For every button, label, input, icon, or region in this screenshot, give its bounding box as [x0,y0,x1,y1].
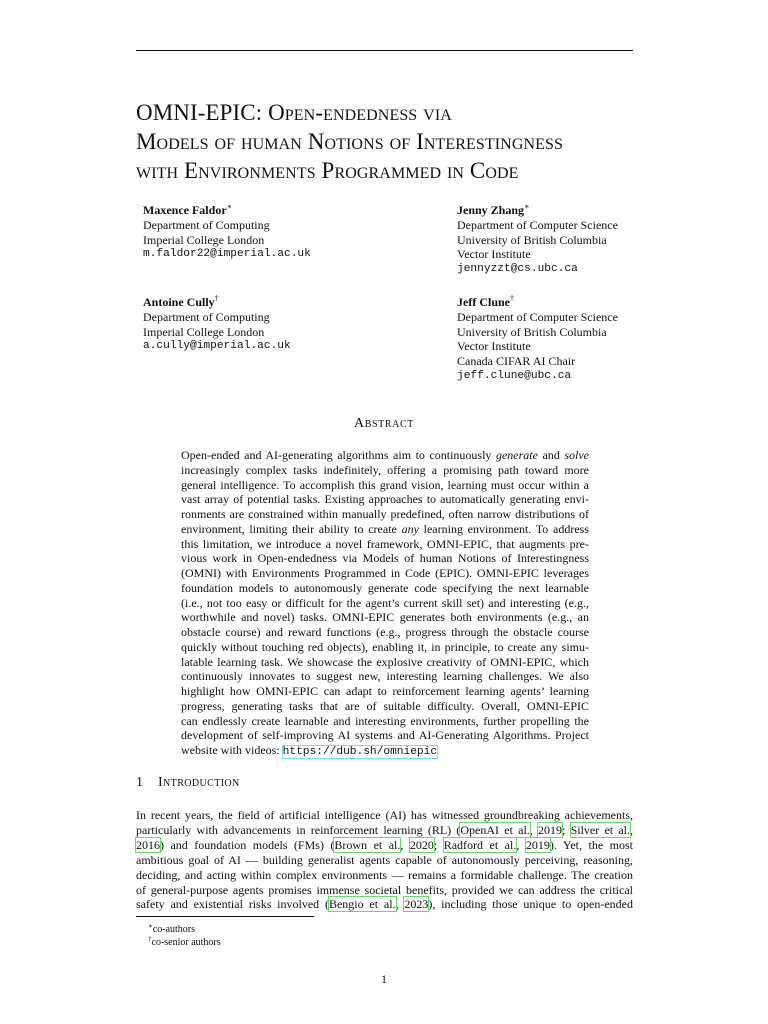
author-email[interactable]: m.faldor22@imperial.ac.uk [143,248,311,261]
section-number: 1 [136,775,143,790]
author-block-cully [143,292,291,354]
citation-link[interactable]: Silver et al. [570,822,630,837]
section-heading-introduction [136,775,240,791]
abstract-line: (i.e., not too easy or difficult for the agent’s current skill set) and interesting (e.g., [181,595,589,610]
abstract-line: progress, generating tasks that are of suitable difficulty. Overall, OMNI-EPIC [181,698,589,713]
abstract-line: highlight how OMNI-EPIC can adapt to reinforcement learning agents’ learning [181,684,589,698]
abstract-line: environment, limiting their ability to create any learning environment. To address [181,521,589,536]
affiliation-line: Canada CIFAR AI Chair [457,354,576,369]
abstract-heading: Abstract [354,416,414,431]
abstract-line: this limitation, we introduce a novel framework, OMNI-EPIC, that augments pre- [181,536,589,551]
citation-link[interactable]: 2020 [409,837,434,852]
citation-link[interactable]: 2019 [525,837,550,852]
abstract-line: development of self-improving AI systems and AI-Generating Algorithms. Project [181,728,589,743]
abstract-line: latable learning task. We showcase the explosive creativity of OMNI-EPIC, which [181,654,589,669]
abstract-line: vast array of potential tasks. Existing approaches to automatically generating envi- [181,492,589,507]
citation-link[interactable]: 2019 [538,822,563,837]
affiliation-line: University of British Columbia [457,232,607,247]
abstract-line: foundation models to autonomously generate code specifying the next learnable [181,580,589,595]
intro-line: ambitious goal of AI — building generalist agents capable of autonomously perceiving, reasoning, [136,852,633,867]
abstract-line: worthwhile and novel) tasks. OMNI-EPIC generates both environments (e.g., an [181,610,589,625]
author-name: Jenny Zhang∗ [457,202,530,217]
citation-link[interactable]: 2016 [136,837,160,852]
paper-title [136,98,656,185]
author-name: Maxence Faldor∗ [143,202,233,217]
intro-line: particularly with advancements in reinforcement learning (RL) (OpenAI et al., 2019; Silver et al., [136,822,633,837]
author-email[interactable]: jennyzzt@cs.ubc.ca [457,263,578,276]
affiliation-line: Department of Computer Science [457,309,618,324]
author-email[interactable]: jeff.clune@ubc.ca [457,369,572,382]
abstract-line: ronments are constrained within manually predefined, often narrow distributions of [181,507,589,521]
intro-line: safety and existential risks involved (Bengio et al., 2023), including those unique to open-ended [136,897,634,912]
intro-line: of general-purpose agents promises immense societal benefits, provided we can address the critical [136,882,633,897]
citation-link[interactable]: OpenAI et al. [460,822,530,837]
citation-link[interactable]: Brown et al. [334,837,401,852]
citation-link[interactable]: 2023 [404,897,429,912]
section-title: Introduction [158,775,240,790]
footnote-senior-authors: †co-senior authors [148,935,221,948]
affiliation-line: Imperial College London [143,232,265,247]
title-line-3: with Environments Programmed in Code [136,158,519,183]
abstract-line: continuously innovates to suggest new, interesting learning challenges. We also [181,669,589,684]
abstract-line: (OMNI) with Environments Programmed in Code (EPIC). OMNI-EPIC leverages [181,566,589,580]
abstract-line: quickly without touching red objects), enabling it, in principle, to create any simu- [181,639,589,654]
footnote-rule [136,916,314,917]
footnote-coauthors: ∗co-authors [148,922,195,935]
title-line-2: Models of human Notions of Interestingness [136,129,564,154]
title-line-1: OMNI-EPIC: Open-endedness via [136,100,452,125]
introduction-body [136,808,633,912]
abstract-line: vious work in Open-endedness via Models of human Notions of Interestingness [181,551,589,566]
citation-link[interactable]: Bengio et al. [328,897,396,912]
author-block-zhang [457,200,618,277]
abstract-line: website with videos: https://dub.sh/omniepic [181,743,438,758]
abstract-body [181,448,589,760]
abstract-line: general intelligence. To accomplish this grand vision, learning must occur within a [181,477,589,492]
intro-line: deciding, and acting within complex environments — remains a formidable challenge. The creation [136,867,633,882]
author-name: Antoine Cully† [143,294,219,309]
author-email[interactable]: a.cully@imperial.ac.uk [143,340,291,353]
abstract-line: obstacle course) and reward functions (e.g., progress through the obstacle course [181,625,589,639]
affiliation-line: Department of Computing [143,217,270,232]
author-block-clune [457,292,618,384]
affiliation-line: Department of Computing [143,309,270,324]
abstract-line: can endlessly create learnable and interesting environments, further propelling the [181,713,589,728]
author-block-faldor [143,200,311,262]
header-rule [136,50,633,51]
affiliation-line: Department of Computer Science [457,217,618,232]
project-website-link[interactable]: https://dub.sh/omniepic [282,746,438,758]
affiliation-line: Vector Institute [457,339,531,354]
page-number: 1 [381,972,387,986]
abstract-line: increasingly complex tasks indefinitely, offering a promising path toward more [181,462,589,477]
affiliation-line: Vector Institute [457,247,531,262]
citation-link[interactable]: Radford et al. [443,837,517,852]
intro-line: In recent years, the field of artificial intelligence (AI) has witnessed groundbreaking achievements, [136,808,633,822]
affiliation-line: University of British Columbia [457,324,607,339]
affiliation-line: Imperial College London [143,324,265,339]
author-name: Jeff Clune† [457,294,514,309]
abstract-line: Open-ended and AI-generating algorithms aim to continuously generate and solve [181,448,589,462]
intro-line: 2016) and foundation models (FMs) (Brown et al., 2020; Radford et al., 2019). Yet, the most [136,837,633,852]
